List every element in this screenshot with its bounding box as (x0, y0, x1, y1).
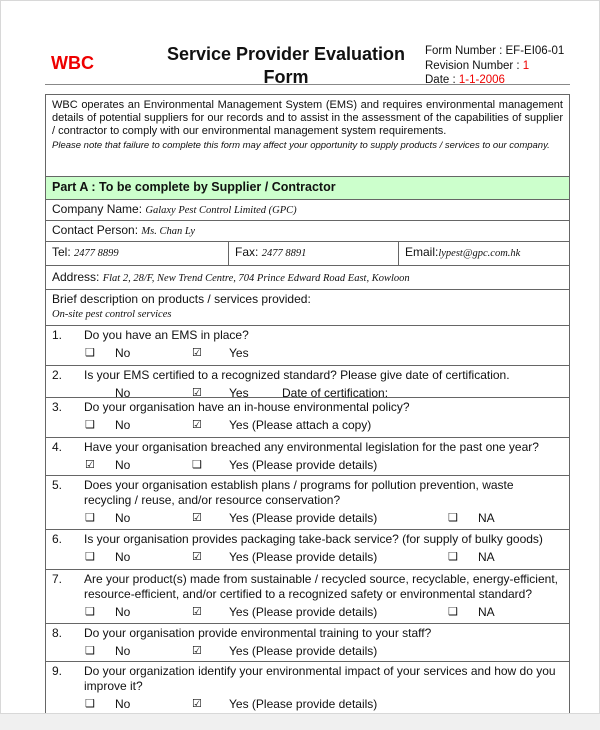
option-no-label: No (115, 644, 131, 658)
question-text: Have your organisation breached any environmental legislation for the past one year? (84, 440, 539, 454)
checked-checkbox-icon[interactable]: ☑ (192, 387, 202, 399)
checkbox-icon[interactable]: ❑ (448, 551, 458, 563)
revision-label: Revision Number : (425, 59, 523, 72)
part-a-heading: Part A : To be complete by Supplier / Contractor (46, 177, 569, 200)
question-number: 6. (52, 532, 63, 546)
question-row (46, 624, 569, 662)
email-label: Email: (405, 245, 439, 259)
checked-checkbox-icon[interactable]: ☑ (192, 551, 202, 563)
tel-value[interactable]: 2477 8899 (74, 248, 119, 259)
answer-options (46, 508, 569, 528)
question-text: Do you have an EMS in place? (84, 328, 249, 342)
fax-label: Fax: (235, 245, 259, 259)
question-row (46, 326, 569, 366)
tel-label: Tel: (52, 245, 71, 259)
question-text: Do your organisation have an in-house environmental policy? (84, 400, 410, 414)
question-row (46, 570, 569, 624)
revision-number: 1 (522, 59, 530, 72)
option-no-label: No (115, 511, 131, 525)
checked-checkbox-icon[interactable]: ☑ (192, 698, 202, 710)
question-text: Do your organization identify your environmental impact of your services and how do you improve it? (84, 664, 556, 693)
option-no-label: No (115, 346, 131, 360)
question-row (46, 438, 569, 476)
date-label: Date : (425, 74, 459, 86)
email-value[interactable]: lypest@gpc.com.hk (438, 248, 521, 259)
question-number: 4. (52, 440, 63, 454)
option-yes-label: Yes (229, 386, 249, 400)
checkbox-icon[interactable]: ❑ (85, 512, 95, 524)
checkbox-icon[interactable]: ❑ (448, 606, 458, 618)
checkbox-icon[interactable]: ❑ (85, 698, 95, 710)
address-row[interactable] (46, 266, 569, 290)
answer-options (46, 602, 569, 622)
checked-checkbox-icon[interactable]: ☑ (192, 347, 202, 359)
option-na-label: NA (478, 550, 495, 564)
question-number: 3. (52, 400, 63, 414)
checked-checkbox-icon[interactable]: ☑ (192, 419, 202, 431)
intro-note: Please note that failure to complete this form may affect your opportunity to supply products / services to our company. (52, 140, 550, 151)
description-row[interactable] (46, 290, 569, 326)
option-no-label: No (115, 605, 131, 619)
question-number: 1. (52, 328, 63, 342)
question-row (46, 366, 569, 398)
fax-value[interactable]: 2477 8891 (261, 248, 307, 259)
answer-options (46, 415, 569, 435)
header-divider (45, 84, 570, 85)
option-yes-label: Yes (Please provide details) (229, 458, 378, 472)
intro-text: WBC operates an Environmental Management System (EMS) and requires environmental management details of potential suppliers for our records and to assist in the assessment of the capabilities of supplier / contractor to comply with our environmental management system requirements. (52, 99, 563, 137)
option-no-label: No (115, 550, 131, 564)
company-label: Company Name: (52, 202, 143, 216)
tel-cell[interactable] (46, 242, 229, 265)
question-row (46, 662, 569, 714)
address-label: Address: (52, 270, 100, 284)
question-number: 2. (52, 368, 63, 382)
checked-checkbox-icon[interactable]: ☑ (192, 512, 202, 524)
checkbox-icon[interactable]: ❑ (85, 551, 95, 563)
question-text: Do your organisation provide environmental training to your staff? (84, 626, 432, 640)
option-yes-label: Yes (Please provide details) (229, 605, 378, 619)
answer-options (46, 694, 569, 714)
fax-cell[interactable] (229, 242, 399, 265)
question-row (46, 530, 569, 570)
question-row (46, 476, 569, 530)
form-date: 1-1-2006 (458, 74, 505, 86)
checkbox-icon[interactable]: ❑ (85, 645, 95, 657)
option-yes-label: Yes (Please provide details) (229, 550, 378, 564)
question-text: Is your EMS certified to a recognized standard? Please give date of certification. (84, 368, 510, 382)
intro-row (46, 95, 569, 177)
question-number: 8. (52, 626, 63, 640)
question-text: Does your organisation establish plans / programs for pollution prevention, waste recycling / reuse, and/or resource conservation? (84, 478, 514, 507)
description-label: Brief description on products / services provided: (52, 292, 311, 306)
contact-label: Contact Person: (52, 223, 139, 237)
answer-options (46, 343, 569, 363)
form-title: Service Provider Evaluation Form (166, 44, 406, 87)
company-logo: WBC (51, 53, 94, 73)
question-number: 9. (52, 664, 63, 678)
tel-fax-email-row (46, 242, 569, 266)
checkbox-icon[interactable]: ❑ (192, 459, 202, 471)
company-row[interactable] (46, 200, 569, 221)
question-text: Is your organisation provides packaging take-back service? (for supply of bulky goods) (84, 532, 543, 546)
option-na-label: NA (478, 605, 495, 619)
checked-checkbox-icon[interactable]: ☑ (192, 645, 202, 657)
answer-options (46, 455, 569, 475)
option-yes-label: Yes (Please provide details) (229, 511, 378, 525)
question-number: 7. (52, 572, 63, 586)
email-cell[interactable] (399, 242, 526, 265)
option-yes-label: Yes (229, 346, 249, 360)
address-value[interactable]: Flat 2, 28/F, New Trend Centre, 704 Prince Edward Road East, Kowloon (102, 273, 410, 284)
option-yes-label: Yes (Please provide details) (229, 644, 378, 658)
description-value[interactable]: On-site pest control services (52, 309, 172, 320)
option-yes-label: Yes (Please attach a copy) (229, 418, 372, 432)
company-value[interactable]: Galaxy Pest Control Limited (GPC) (145, 205, 297, 216)
checkbox-icon[interactable]: ❑ (85, 419, 95, 431)
question-number: 5. (52, 478, 63, 492)
checkbox-icon[interactable]: ❑ (85, 347, 95, 359)
checkbox-icon[interactable]: ❑ (85, 606, 95, 618)
option-no-label: No (115, 418, 131, 432)
form-meta (425, 44, 564, 88)
option-yes-label: Yes (Please provide details) (229, 697, 378, 711)
checkbox-icon[interactable]: ❑ (448, 512, 458, 524)
option-no-label: No (115, 458, 131, 472)
contact-row[interactable] (46, 221, 569, 242)
option-no-label: No (115, 386, 131, 400)
certification-date-label: Date of certification: (282, 386, 389, 400)
form-number-label: Form Number : (425, 45, 506, 57)
question-text: Are your product(s) made from sustainable / recycled source, recyclable, energy-efficient, resource-efficient, and/or certified to a recognized safety or environmental standard? (84, 572, 558, 601)
form-table (45, 94, 570, 714)
answer-options (46, 641, 569, 661)
option-no-label: No (115, 697, 131, 711)
option-na-label: NA (478, 511, 495, 525)
contact-value[interactable]: Ms. Chan Ly (141, 226, 196, 237)
question-row (46, 398, 569, 438)
checked-checkbox-icon[interactable]: ☑ (192, 606, 202, 618)
answer-options (46, 547, 569, 567)
checked-checkbox-icon[interactable]: ☑ (85, 459, 95, 471)
form-number: EF-EI06-01 (505, 45, 565, 57)
